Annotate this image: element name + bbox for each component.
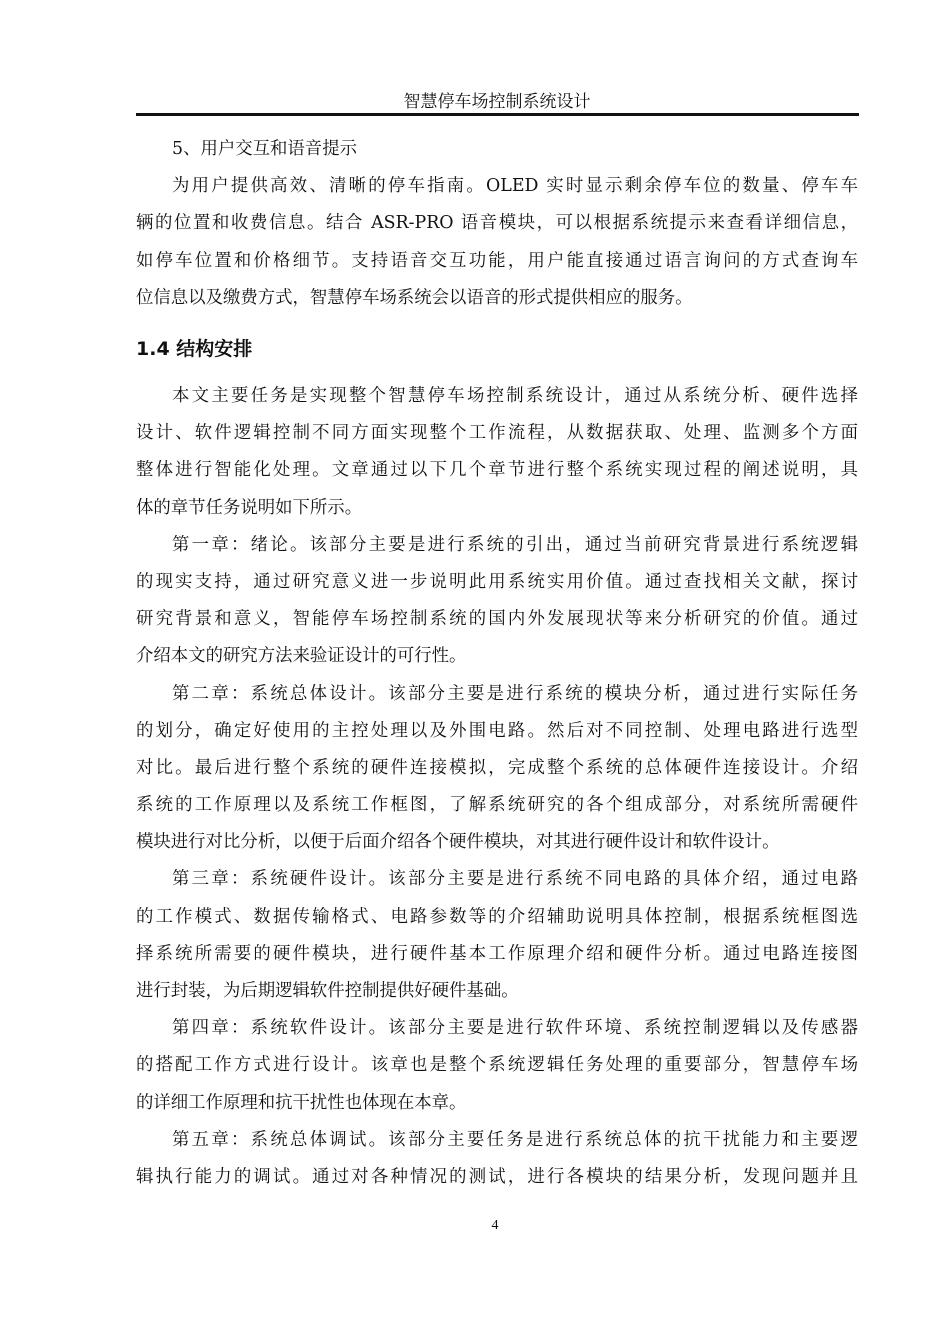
section-1-4-body <box>136 378 858 1196</box>
paragraph-line: 第三章：系统硬件设计。该部分主要是进行系统不同电路的具体介绍，通过电路 <box>172 869 858 890</box>
paragraph-line: 系统的工作原理以及系统工作框图，了解系统研究的各个组成部分，对系统所需硬件 <box>136 795 858 816</box>
paragraph-line: 本文主要任务是实现整个智慧停车场控制系统设计，通过从系统分析、硬件选择 <box>172 386 858 406</box>
paragraph-line: 进行封装，为后期逻辑软件控制提供好硬件基础。 <box>136 981 519 1001</box>
running-header: 智慧停车场控制系统设计 <box>403 92 591 112</box>
paragraph <box>136 1122 858 1196</box>
subsection-heading: 5、用户交互和语音提示 <box>172 139 357 159</box>
paragraph-line: 的划分，确定好使用的主控处理以及外围电路。然后对不同控制、处理电路进行选型 <box>136 720 858 741</box>
paragraph-line: 第五章：系统总体调试。该部分主要任务是进行系统总体的抗干扰能力和主要逻 <box>172 1129 858 1150</box>
paragraph <box>136 676 858 862</box>
section-5 <box>136 131 858 317</box>
paragraph-line: 对比。最后进行整个系统的硬件连接模拟，完成整个系统的总体硬件连接设计。介绍 <box>136 757 858 778</box>
paragraph-line: 的搭配工作方式进行设计。该章也是整个系统逻辑任务处理的重要部分，智慧停车场 <box>136 1055 858 1076</box>
paragraph-line: 整体进行智能化处理。文章通过以下几个章节进行整个系统实现过程的阐述说明，具 <box>136 460 858 481</box>
paragraph-line: 辆的位置和收费信息。结合 ASR-PRO 语音模块，可以根据系统提示来查看详细信息， <box>136 213 858 234</box>
paragraph-line: 择系统所需要的硬件模块，进行硬件基本工作原理介绍和硬件分析。通过电路连接图 <box>136 943 858 964</box>
page-number: 4 <box>491 1218 499 1233</box>
paragraph-line: 第二章：系统总体设计。该部分主要是进行系统的模块分析，通过进行实际任务 <box>172 683 858 704</box>
paragraph-line: 如停车位置和价格细节。支持语音交互功能，用户能直接通过语言询问的方式查询车 <box>136 250 858 271</box>
paragraph-line: 的工作模式、数据传输格式、电路参数等的介绍辅助说明具体控制，根据系统框图选 <box>136 906 858 927</box>
paragraph-line: 第一章：绪论。该部分主要是进行系统的引出，通过当前研究背景进行系统逻辑 <box>172 534 858 555</box>
paragraph <box>136 378 858 527</box>
paragraph-line: 第四章：系统软件设计。该部分主要是进行软件环境、系统控制逻辑以及传感器 <box>172 1018 858 1039</box>
paragraph-line: 研究背景和意义，智能停车场控制系统的国内外发展现状等来分析研究的价值。通过 <box>136 609 858 630</box>
paragraph-line: 为用户提供高效、清晰的停车指南。OLED 实时显示剩余停车位的数量、停车车 <box>172 176 858 197</box>
paragraph-line: 辑执行能力的调试。通过对各种情况的测试，进行各模块的结果分析，发现问题并且 <box>136 1166 858 1187</box>
paragraph-line: 介绍本文的研究方法来验证设计的可行性。 <box>136 646 467 667</box>
paragraph-line: 位信息以及缴费方式，智慧停车场系统会以语音的形式提供相应的服务。 <box>136 287 693 308</box>
paragraph <box>136 1010 858 1122</box>
paragraph-line: 设计、软件逻辑控制不同方面实现整个工作流程，从数据获取、处理、监测多个方面 <box>136 423 858 444</box>
paragraph <box>136 861 858 1010</box>
paragraph <box>136 527 858 676</box>
paragraph-line: 模块进行对比分析，以便于后面介绍各个硬件模块，对其进行硬件设计和软件设计。 <box>136 832 780 853</box>
header-rule <box>136 113 859 116</box>
paragraph-line: 体的章节任务说明如下所示。 <box>136 497 363 518</box>
section-heading: 1.4 结构安排 <box>136 338 253 360</box>
paragraph-line: 的现实支持，通过研究意义进一步说明此用系统实用价值。通过查找相关文献，探讨 <box>136 571 858 592</box>
paragraph-line: 的详细工作原理和抗干扰性也体现在本章。 <box>136 1092 467 1113</box>
